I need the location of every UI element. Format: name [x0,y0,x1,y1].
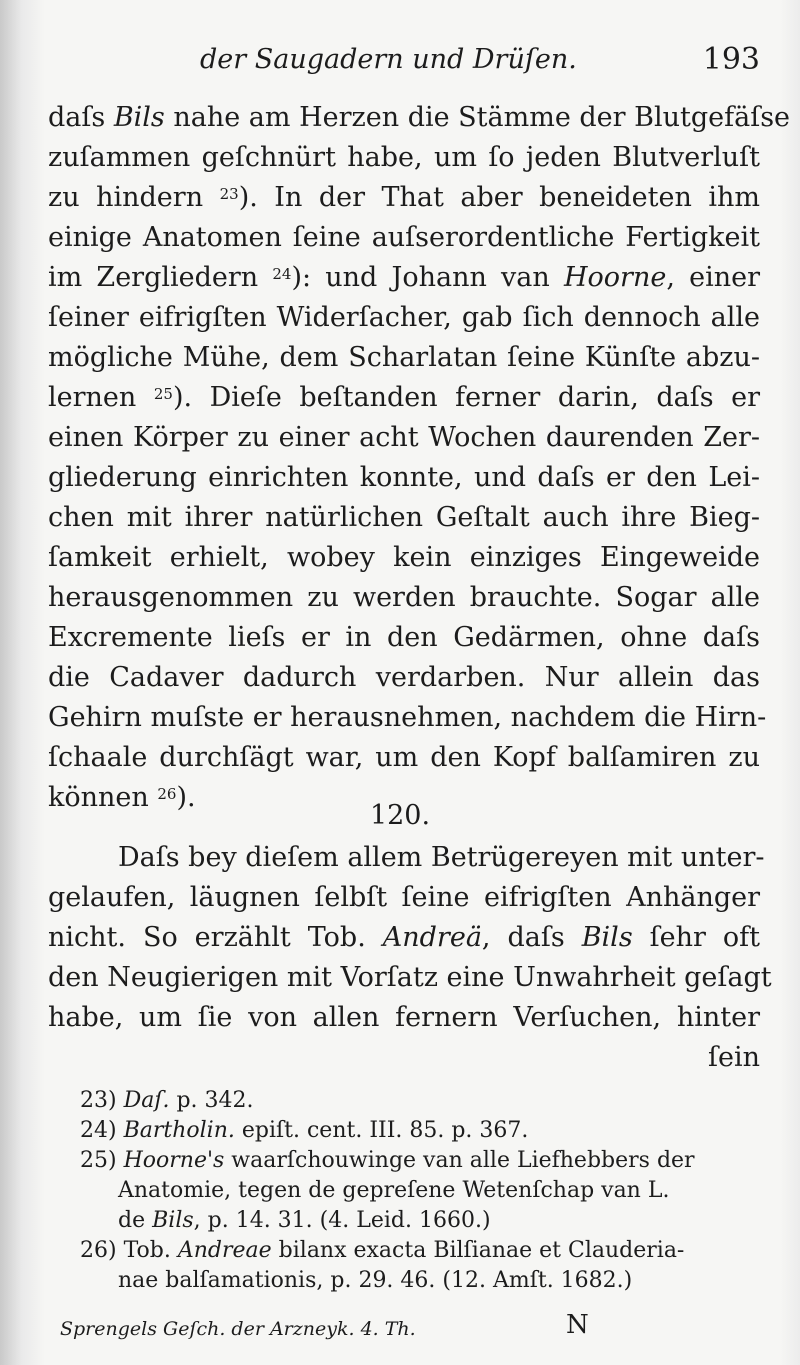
text-line: den Neugierigen mit Vorſatz eine Unwahrheit geſagt [48,962,772,993]
text-line: ſchaale durchſägt war, um den Kopf balſamiren zu [48,742,760,773]
printer-signature: Sprengels Geſch. der Arzneyk. 4. Th. [60,1318,416,1340]
text-line: nicht. So erzählt Tob. Andreä, daſs Bils ſehr oft [48,922,760,953]
footnote-ref: 23 [219,185,239,203]
text-line: mögliche Mühe, dem Scharlatan ſeine Künſte abzu- [48,342,760,373]
footnote-25: 25) Hoorne's waarſchouwinge van alle Liefhebbers der [80,1148,695,1173]
page-header [200,38,760,88]
text-line: zu hindern $^{23}$). In der That aber beneideten ihm [48,182,760,213]
text-line: die Cadaver dadurch verdarben. Nur allein das [48,662,760,693]
text-line: Excremente lieſs er in den Gedärmen, ohne daſs [48,622,760,653]
text-line: zuſammen geſchnürt habe, um ſo jeden Blutverluſt [48,142,760,173]
text-line: habe, um ſie von allen fernern Verſuchen, hinter [48,1002,760,1033]
footnote-23: 23) Daſ. p. 342. [80,1088,254,1113]
text-line: gliederung einrichten konnte, und daſs er den Lei- [48,462,760,493]
text-line: lernen $^{25}$). Dieſe beſtanden ferner darin, daſs er [48,382,760,413]
footnote-25-cont: Anatomie, tegen de gepreſene Wetenſchap van L. [118,1178,670,1203]
text-line: gelaufen, läugnen ſelbſt ſeine eifrigſten Anhänger [48,882,760,913]
paragraph-2 [48,838,772,1078]
running-title: der Saugadern und Drüſen. [200,44,577,75]
footnotes [80,1086,760,1296]
text-line: Gehirn muſste er herausnehmen, nachdem die Hirn- [48,702,767,733]
text-line: einige Anatomen ſeine auſserordentliche Fertigkeit [48,222,760,253]
footnote-24: 24) Bartholin. epiſt. cent. III. 85. p. 367. [80,1118,529,1143]
footnote-25-cont: de Bils, p. 14. 31. (4. Leid. 1660.) [118,1208,491,1233]
text-line: daſs Bils nahe am Herzen die Stämme der Blutgefäſse [48,102,791,133]
footnote-26: 26) Tob. Andreae bilanx exacta Bilſianae et Clauderia- [80,1238,685,1263]
catchword: ſein [708,1042,760,1073]
footnote-ref: 25 [153,385,173,403]
paragraph-1 [48,98,791,818]
text-line: einen Körper zu einer acht Wochen daurenden Zer- [48,422,760,453]
text-line: ſeiner eifrigſten Widerſacher, gab ſich dennoch alle [48,302,760,333]
page-number: 193 [702,42,760,77]
text-line: im Zergliedern $^{24}$): und Johann van Hoorne, einer [48,262,761,293]
signature-mark: N [566,1310,589,1340]
text-line: können $^{26}$). [48,782,196,813]
footnote-26-cont: nae balſamationis, p. 29. 46. (12. Amſt. 1682.) [118,1268,633,1293]
footnote-ref: 26 [157,785,177,803]
footnote-ref: 24 [272,265,292,283]
text-line: Daſs bey dieſem allem Betrügereyen mit unter- [118,842,765,873]
text-line: chen mit ihrer natürlichen Geſtalt auch ihre Bieg- [48,502,760,533]
section-number: 120. [369,800,431,831]
text-line: ſamkeit erhielt, wobey kein einziges Eingeweide [48,542,760,573]
text-line: herausgenommen zu werden brauchte. Sogar alle [48,582,760,613]
